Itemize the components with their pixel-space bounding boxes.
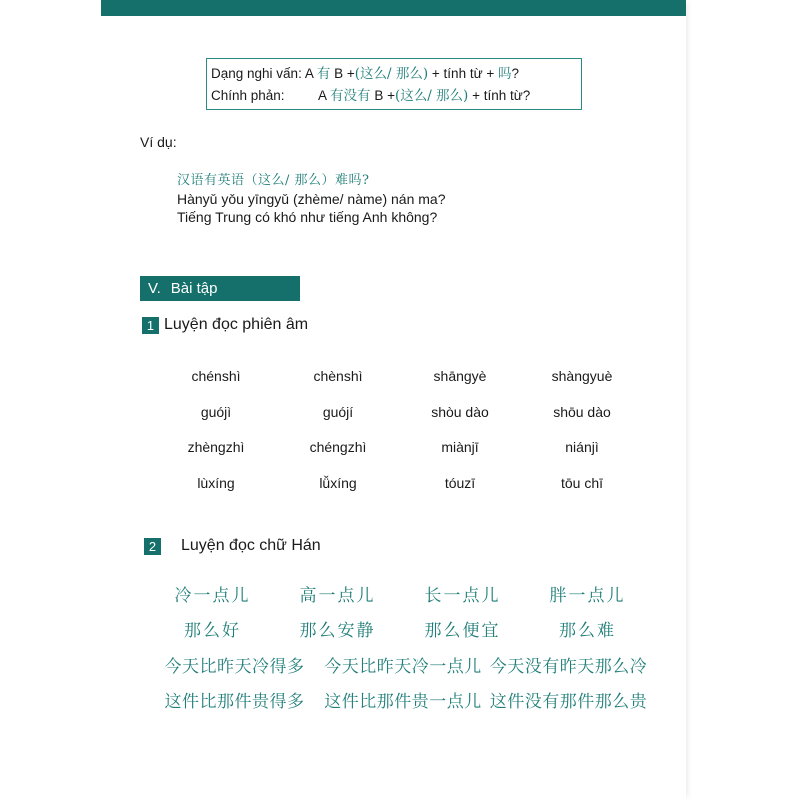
example-vietnamese: Tiếng Trung có khó như tiếng Anh không? (177, 209, 438, 225)
negative-label: Chính phản: (211, 88, 285, 103)
pattern-a: A (318, 88, 327, 103)
exercise-number-badge: 1 (142, 317, 159, 334)
pattern-question-mark: ? (511, 66, 520, 81)
pattern-b: B + (374, 88, 395, 103)
example-label: Ví dụ: (140, 134, 177, 150)
hanzi-cell: 今天比昨天冷一点儿 (324, 657, 482, 677)
hanzi-cell: 那么难 (559, 621, 616, 641)
example-chinese: 汉语有英语（这么/ 那么）难吗? (177, 173, 370, 188)
pattern-ma: 吗 (498, 66, 512, 82)
pattern-youmeiyou: 有没有 (330, 88, 371, 104)
pinyin-cell: tóuzī (444, 474, 476, 491)
pinyin-cell: guójí (322, 403, 354, 420)
pinyin-cell: lǚxíng (319, 474, 357, 491)
exercise-2-heading (144, 537, 321, 555)
hanzi-row (150, 616, 650, 641)
pattern-tail: + tính từ + (431, 66, 495, 81)
section-header (140, 276, 300, 301)
pinyin-cell: chéngzhì (309, 439, 367, 455)
hanzi-cell: 那么安静 (299, 621, 376, 641)
pinyin-cell: lùxíng (197, 474, 235, 491)
exercise-1-heading (142, 316, 308, 334)
hanzi-cell: 这件比那件贵一点儿 (324, 692, 482, 712)
example-pinyin: Hànyǔ yǒu yīngyǔ (zhème/ nàme) nán ma? (177, 191, 446, 207)
pinyin-cell: shōu dào (553, 403, 611, 420)
pinyin-cell: chénshì (191, 368, 241, 384)
hanzi-cell: 今天没有昨天那么冷 (489, 657, 648, 677)
hanzi-cell: 今天比昨天冷得多 (164, 657, 305, 677)
pinyin-cell: zhèngzhì (187, 439, 245, 455)
grammar-pattern-box (206, 58, 582, 110)
pinyin-grid (155, 368, 645, 510)
hanzi-cell: 长一点儿 (424, 586, 501, 606)
hanzi-cell: 冷一点儿 (174, 586, 251, 606)
hanzi-cell: 那么便宜 (424, 621, 501, 641)
pinyin-cell: niánjì (565, 439, 599, 455)
example-block (177, 172, 445, 226)
pinyin-cell: tōu chī (560, 474, 604, 491)
hanzi-cell: 高一点儿 (299, 586, 376, 606)
section-number: V. (148, 280, 161, 297)
pattern-options: (这么/ 那么) (354, 66, 429, 82)
exercise-number-badge: 2 (144, 538, 161, 555)
hanzi-cell: 那么好 (184, 621, 241, 641)
section-title: Bài tập (170, 280, 218, 297)
interrogative-label: Dạng nghi vấn: (211, 66, 302, 81)
hanzi-cell: 这件比那件贵得多 (164, 692, 305, 712)
pinyin-cell: shàngyuè (551, 368, 613, 384)
pattern-you: 有 (316, 66, 331, 82)
hanzi-cell: 胖一点儿 (549, 586, 626, 606)
pattern-a: A (304, 66, 314, 81)
pattern-options: (这么/ 那么) (394, 88, 469, 104)
hanzi-row (150, 652, 650, 677)
hanzi-row (150, 687, 650, 712)
pinyin-cell: chènshì (313, 368, 363, 384)
exercise-title: Luyện đọc chữ Hán (181, 537, 321, 554)
pinyin-cell: shāngyè (433, 368, 487, 384)
hanzi-row (150, 581, 650, 606)
hanzi-cell: 这件没有那件那么贵 (489, 692, 648, 712)
pinyin-cell: shòu dào (431, 403, 489, 420)
interrogative-pattern (211, 63, 581, 85)
pinyin-cell: guójì (200, 403, 232, 420)
pinyin-cell: miànjī (441, 439, 479, 455)
negative-pattern (211, 85, 581, 107)
pattern-b: B + (334, 66, 355, 81)
pattern-tail: + tính từ? (472, 88, 531, 103)
exercise-title: Luyện đọc phiên âm (164, 316, 309, 333)
page-header-bar (101, 0, 686, 16)
